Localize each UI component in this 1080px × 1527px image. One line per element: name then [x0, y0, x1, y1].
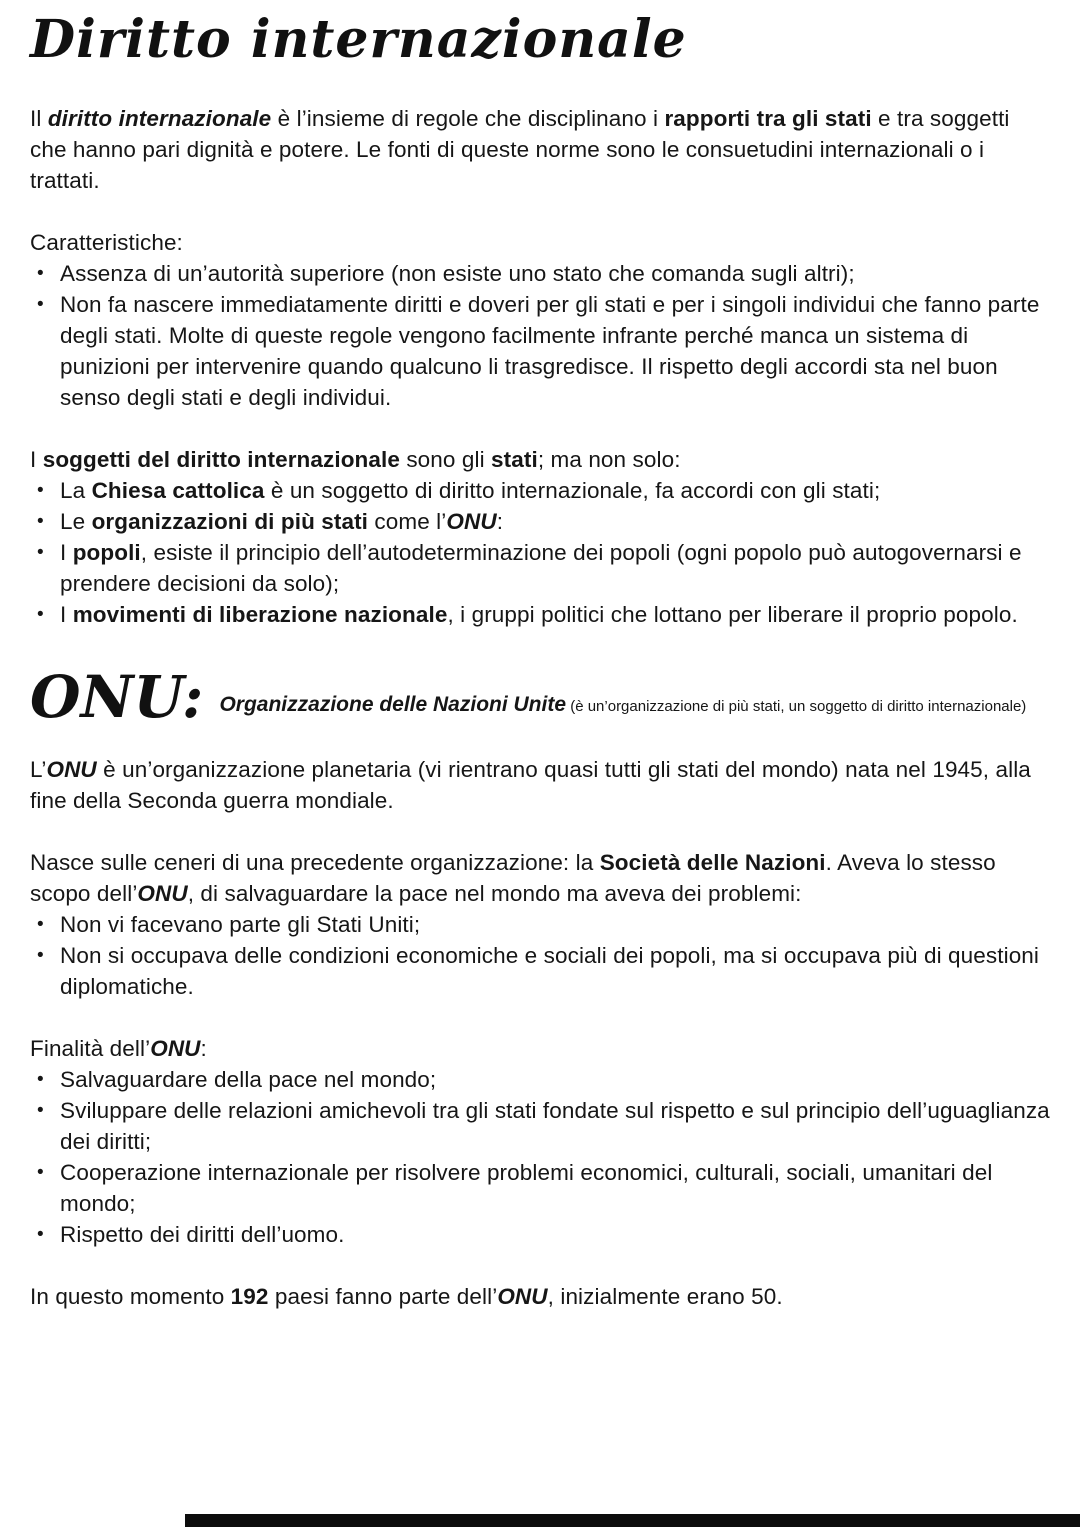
onu-section-heading [30, 663, 1050, 731]
list-item: • Non fa nascere immediatamente diritti e doveri per gli stati e per i singoli individui che fanno parte degli stati. Molte di queste regole vengono facilmente infrante perché manca un sistema di punizioni per intervenire quando qualcuno li trasgredisce. Il rispetto degli accordi sta nel buon senso degli stati e degli individui. [30, 289, 1050, 413]
list-item: • Sviluppare delle relazioni amichevoli tra gli stati fondate sul rispetto e sul principio dell’uguaglianza dei diritti; [30, 1095, 1050, 1157]
list-item: • I popoli, esiste il principio dell’autodeterminazione dei popoli (ogni popolo può autogovernarsi e prendere decisioni da solo); [30, 537, 1050, 599]
onu-subtitle: Organizzazione delle Nazioni Unite (è un’organizzazione di più stati, un soggetto di diritto internazionale) [219, 693, 1027, 716]
list-item: • Non si occupava delle condizioni economiche e sociali dei popoli, ma si occupava più di questioni diplomatiche. [30, 940, 1050, 1002]
finalita-list [30, 1064, 1050, 1250]
bottom-black-bar [185, 1514, 1080, 1527]
list-item: • La Chiesa cattolica è un soggetto di diritto internazionale, fa accordi con gli stati; [30, 475, 1050, 506]
list-item: • Rispetto dei diritti dell’uomo. [30, 1219, 1050, 1250]
soggetti-intro-paragraph: I soggetti del diritto internazionale sono gli stati; ma non solo: [30, 447, 681, 472]
list-item: • Non vi facevano parte gli Stati Uniti; [30, 909, 1050, 940]
list-item: • Cooperazione internazionale per risolvere problemi economici, culturali, sociali, umanitari del mondo; [30, 1157, 1050, 1219]
list-item: • Le organizzazioni di più stati come l’ONU: [30, 506, 1050, 537]
list-item: • Salvaguardare della pace nel mondo; [30, 1064, 1050, 1095]
intro-paragraph: Il diritto internazionale è l’insieme di regole che disciplinano i rapporti tra gli stati e tra soggetti che hanno pari dignità e potere. Le fonti di queste norme sono le consuetudini internazionali o i trattati. [30, 106, 1010, 193]
list-item: • Assenza di un’autorità superiore (non esiste uno stato che comanda sugli altri); [30, 258, 1050, 289]
onu-script-title: ONU: [30, 663, 204, 731]
onu-definition-paragraph: L’ONU è un’organizzazione planetaria (vi rientrano quasi tutti gli stati del mondo) nata nel 1945, alla fine della Seconda guerra mondiale. [30, 757, 1031, 813]
societa-nazioni-problems-list [30, 909, 1050, 1002]
finalita-heading: Finalità dell’ONU: [30, 1036, 207, 1061]
caratteristiche-heading: Caratteristiche: [30, 230, 183, 255]
page-title: Diritto internazionale [30, 9, 687, 70]
list-item: • I movimenti di liberazione nazionale, i gruppi politici che lottano per liberare il proprio popolo. [30, 599, 1050, 630]
soggetti-list [30, 475, 1050, 630]
societa-nazioni-paragraph: Nasce sulle ceneri di una precedente organizzazione: la Società delle Nazioni. Aveva lo stesso scopo dell’ONU, di salvaguardare la pace nel mondo ma aveva dei problemi: [30, 850, 996, 906]
membership-paragraph: In questo momento 192 paesi fanno parte dell’ONU, inizialmente erano 50. [30, 1284, 783, 1309]
caratteristiche-list [30, 258, 1050, 413]
